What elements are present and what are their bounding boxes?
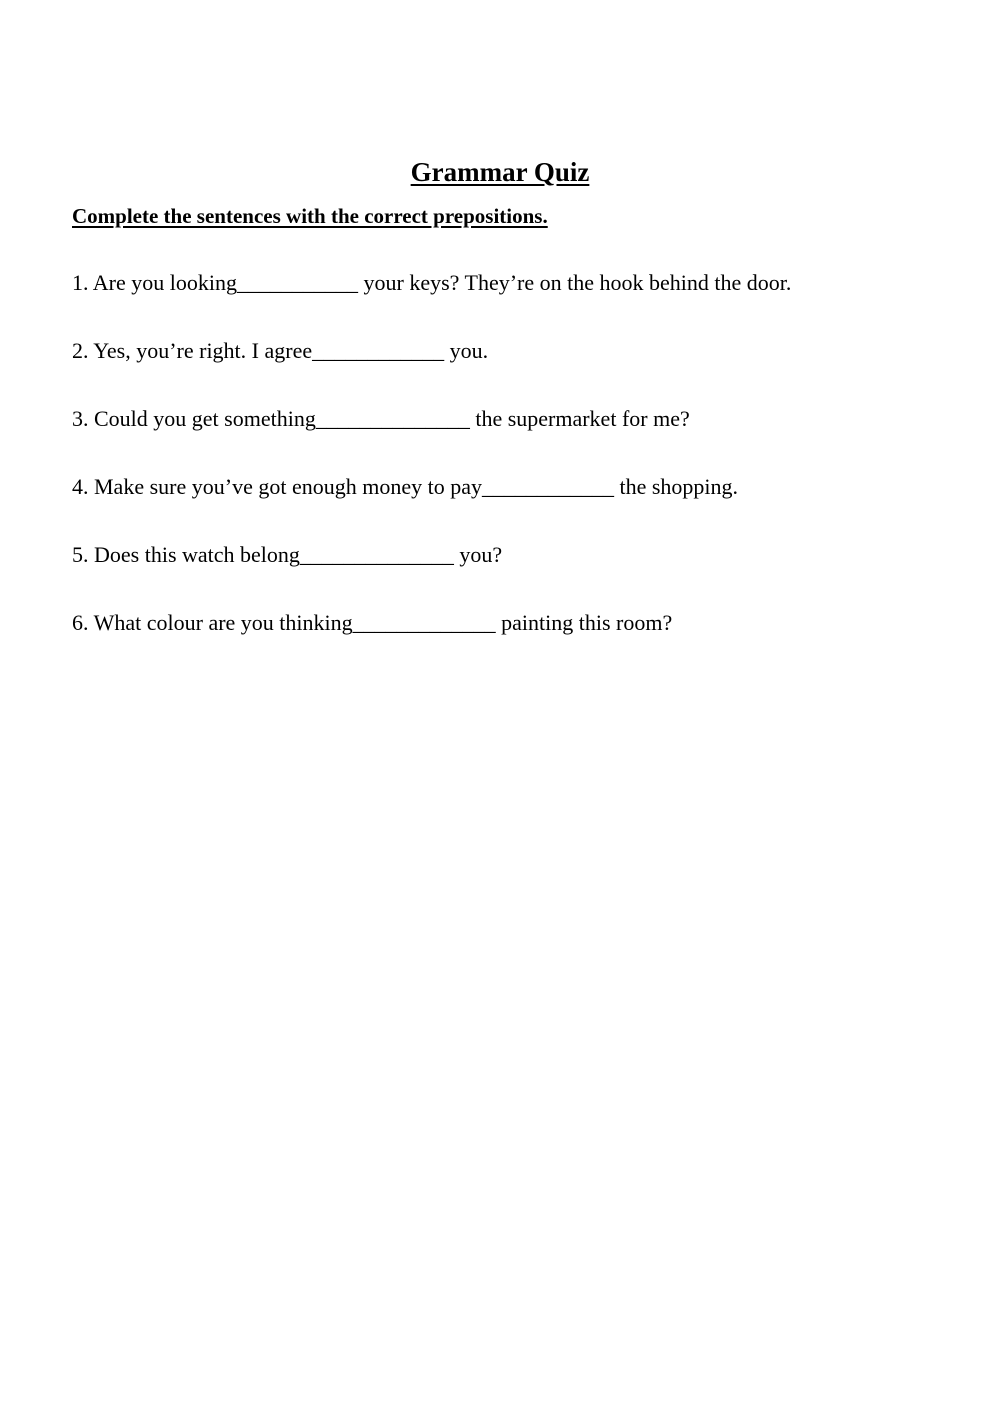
question-text-after: you? — [459, 542, 503, 567]
question-text-after: the supermarket for me? — [475, 406, 690, 431]
question-list — [72, 270, 791, 678]
instructions: Complete the sentences with the correct prepositions. — [72, 204, 548, 228]
question-number: 4. — [72, 474, 89, 499]
question-number: 3. — [72, 406, 89, 431]
question-2 — [72, 338, 791, 406]
question-text-after: your keys? They’re on the hook behind the door. — [363, 270, 792, 295]
question-number: 1. — [72, 270, 89, 295]
answer-blank[interactable]: ____________ — [481, 474, 614, 499]
question-text-after: painting this room? — [501, 610, 673, 635]
question-text-after: you. — [449, 338, 489, 363]
answer-blank[interactable]: ____________ — [312, 338, 445, 363]
question-text-before: Could you get something — [94, 406, 316, 431]
question-text-before: What colour are you thinking — [93, 610, 353, 635]
question-5 — [72, 542, 791, 610]
question-text-after: the shopping. — [619, 474, 739, 499]
question-1 — [72, 270, 791, 338]
question-6 — [72, 610, 791, 678]
question-text-before: Yes, you’re right. I agree — [93, 338, 313, 363]
page-title: Grammar Quiz — [410, 157, 590, 187]
answer-blank[interactable]: ______________ — [299, 542, 454, 567]
answer-blank[interactable]: _____________ — [352, 610, 496, 635]
question-3 — [72, 406, 791, 474]
question-number: 5. — [72, 542, 89, 567]
question-number: 6. — [72, 610, 89, 635]
question-4 — [72, 474, 791, 542]
question-text-before: Does this watch belong — [94, 542, 300, 567]
answer-blank[interactable]: ______________ — [315, 406, 470, 431]
question-number: 2. — [72, 338, 89, 363]
answer-blank[interactable]: ___________ — [237, 270, 358, 295]
question-text-before: Are you looking — [92, 270, 237, 295]
question-text-before: Make sure you’ve got enough money to pay — [94, 474, 482, 499]
